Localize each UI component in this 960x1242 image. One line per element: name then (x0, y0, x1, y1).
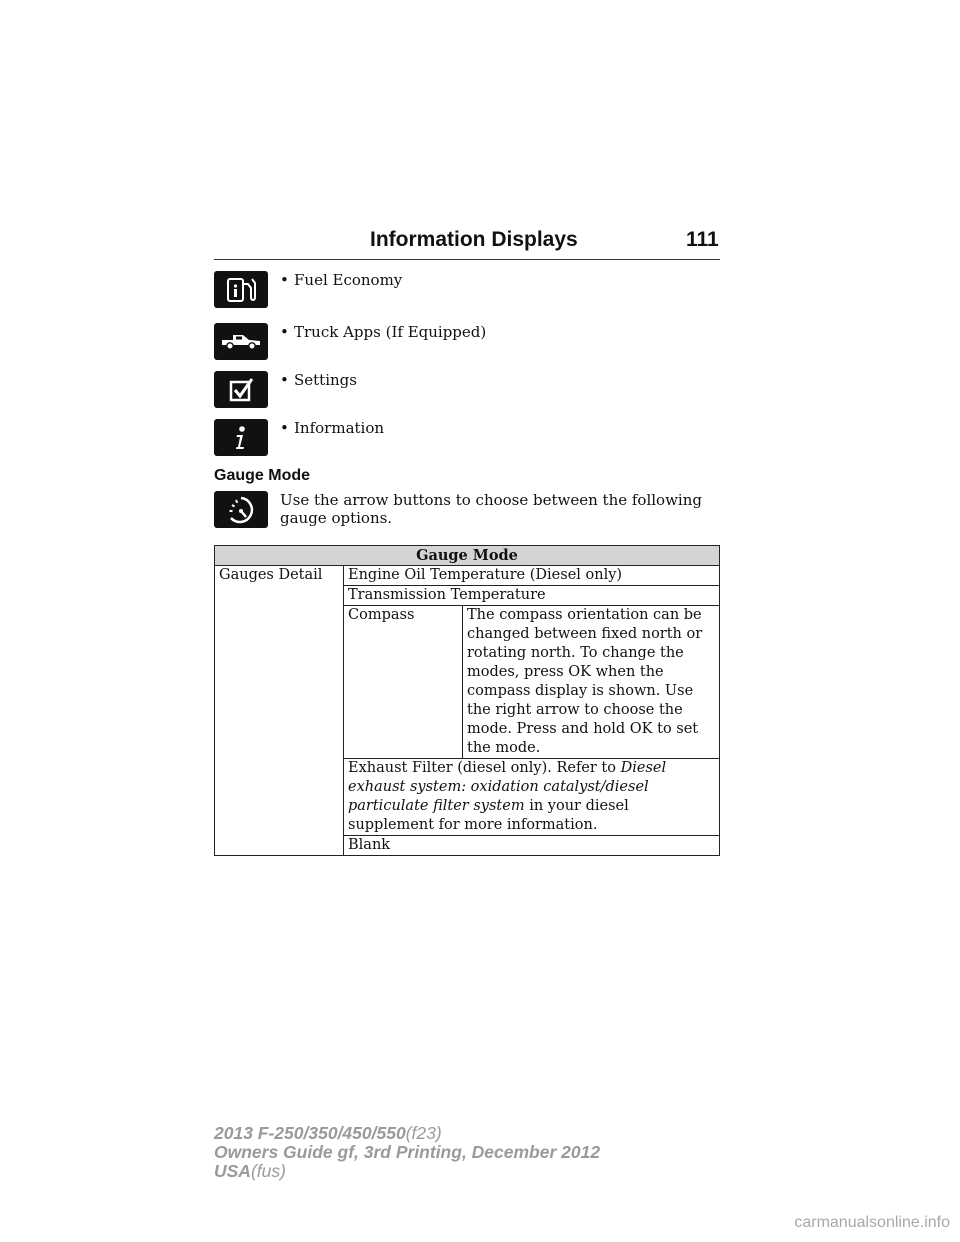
menu-item-information (280, 419, 384, 437)
footer-region-code: (fus) (250, 1161, 286, 1181)
bullet: • (280, 371, 289, 389)
menu-item-label: Information (294, 419, 385, 437)
menu-item-label: Settings (294, 371, 357, 389)
footer-guide: Owners Guide gf, 3rd Printing, December 2012 (214, 1142, 601, 1162)
gauge-icon (214, 491, 268, 528)
bullet: • (280, 323, 289, 341)
header-divider (214, 259, 720, 260)
cell-oil-temperature: Engine Oil Temperature (Diesel only) (344, 566, 720, 586)
footer-region: USA (214, 1161, 251, 1181)
watermark: carmanualsonline.info (794, 1214, 950, 1231)
exhaust-text-continued: in your diesel supplement for more information. (348, 798, 629, 833)
bullet: • (280, 419, 289, 437)
bullet: • (280, 271, 289, 289)
section-heading-gauge-mode: Gauge Mode (214, 467, 311, 484)
menu-item-label: Fuel Economy (294, 271, 403, 289)
footer-model: 2013 F-250/350/450/550 (214, 1123, 406, 1143)
page-number: 111 (686, 228, 719, 251)
menu-item-truck-apps (280, 323, 486, 341)
cell-exhaust-filter (344, 759, 720, 836)
menu-item-fuel-economy (280, 271, 402, 289)
gauge-mode-description: Use the arrow buttons to choose between the following gauge options. (280, 491, 702, 527)
gauge-mode-table (214, 545, 720, 856)
fuel-pump-info-icon (214, 271, 268, 308)
cell-compass-description: The compass orientation can be changed between fixed north or rotating north. To change the modes, press OK when the compass display is shown. Use the right arrow to choose the mode. Press and hold OK to set the mode. (463, 606, 720, 759)
menu-item-label: Truck Apps (If Equipped) (294, 323, 487, 341)
document-footer (214, 1124, 600, 1181)
checkbox-icon (214, 371, 268, 408)
menu-item-settings (280, 371, 357, 389)
cell-blank: Blank (344, 836, 720, 856)
footer-model-code: (f23) (405, 1123, 442, 1143)
row-label-gauges-detail: Gauges Detail (215, 566, 344, 856)
truck-icon (214, 323, 268, 360)
cell-transmission-temperature: Transmission Temperature (344, 586, 720, 606)
exhaust-reference: Diesel exhaust system: oxidation catalyst/diesel particulate filter system (348, 760, 667, 814)
table-header: Gauge Mode (215, 546, 720, 566)
cell-compass-label: Compass (344, 606, 463, 759)
info-icon (214, 419, 268, 456)
exhaust-text: Exhaust Filter (diesel only). Refer to (348, 760, 616, 776)
page-header-title: Information Displays (370, 228, 578, 251)
